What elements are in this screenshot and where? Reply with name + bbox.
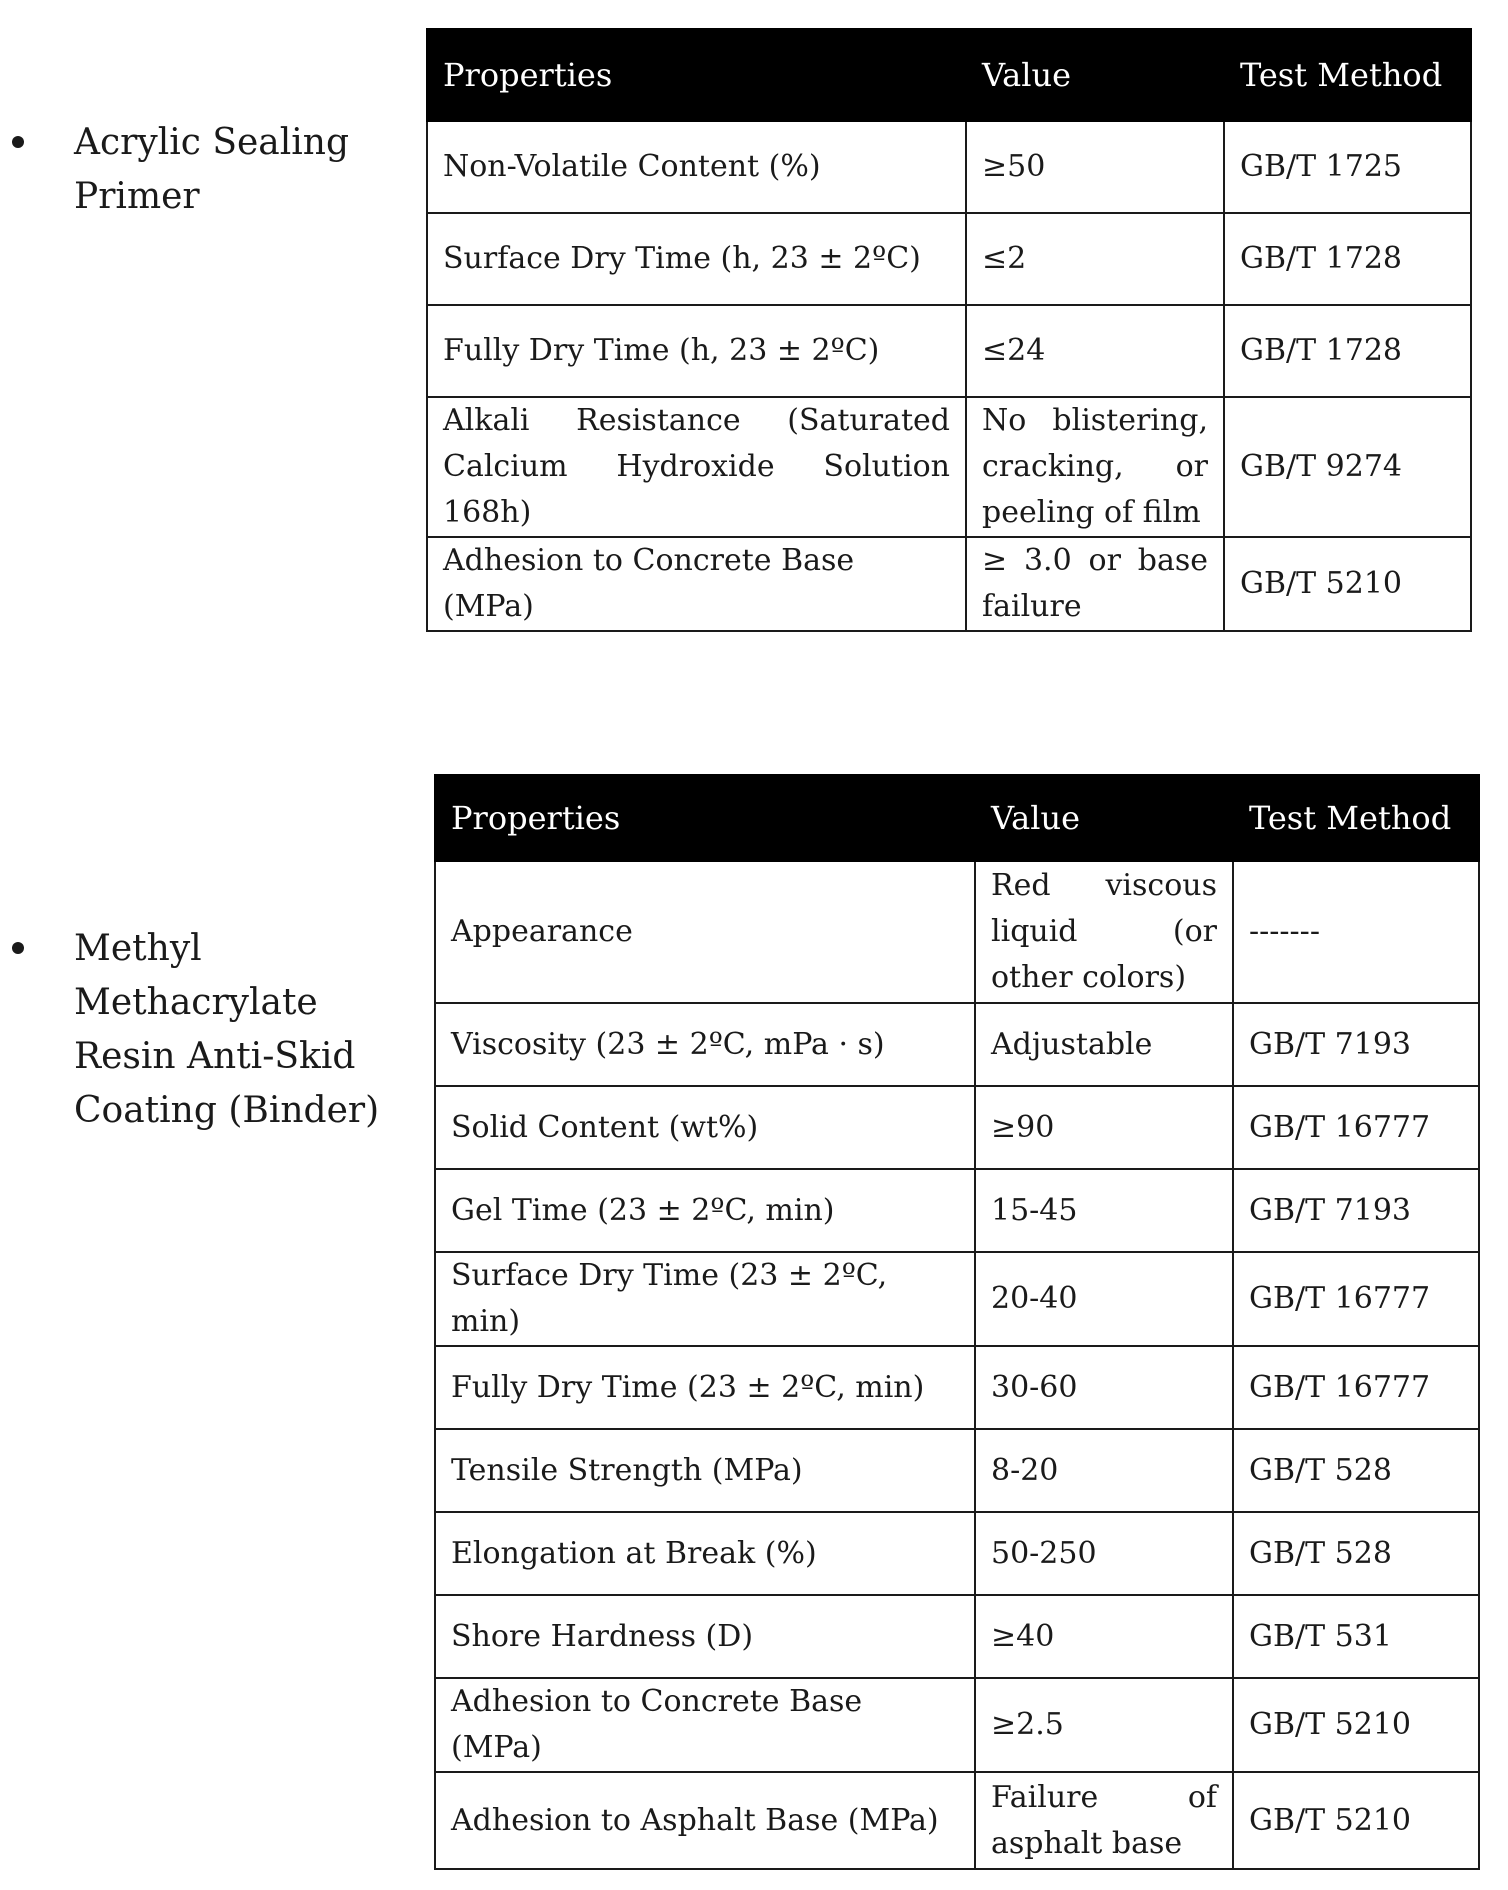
method-cell: ------- [1233, 861, 1479, 1003]
header-value: Value [975, 775, 1233, 861]
header-value: Value [966, 29, 1224, 121]
section1-bullet [12, 116, 374, 224]
method-cell: GB/T 528 [1233, 1512, 1479, 1595]
table-header-row [435, 775, 1479, 861]
value-cell: ≥50 [966, 121, 1224, 213]
table-row [435, 1678, 1479, 1772]
method-cell: GB/T 7193 [1233, 1169, 1479, 1252]
property-cell: Adhesion to Concrete Base (MPa) [427, 537, 966, 631]
value-cell: ≤24 [966, 305, 1224, 397]
value-cell: 15-45 [975, 1169, 1233, 1252]
method-cell: GB/T 1728 [1224, 305, 1471, 397]
property-cell: Gel Time (23 ± 2ºC, min) [435, 1169, 975, 1252]
value-cell: 8-20 [975, 1429, 1233, 1512]
table-row [435, 861, 1479, 1003]
table-row [435, 1512, 1479, 1595]
property-cell: Viscosity (23 ± 2ºC, mPa · s) [435, 1003, 975, 1086]
table-row [435, 1595, 1479, 1678]
table-row [427, 305, 1471, 397]
property-cell: Surface Dry Time (h, 23 ± 2ºC) [427, 213, 966, 305]
table-row [427, 537, 1471, 631]
section1-title: Acrylic Sealing Primer [74, 122, 350, 217]
header-test-method: Test Method [1224, 29, 1471, 121]
value-cell: ≥2.5 [975, 1678, 1233, 1772]
value-cell: Red viscous liquid (or other colors) [975, 861, 1233, 1003]
property-cell: Fully Dry Time (h, 23 ± 2ºC) [427, 305, 966, 397]
method-cell: GB/T 16777 [1233, 1086, 1479, 1169]
section2-table [434, 774, 1480, 1870]
method-cell: GB/T 5210 [1233, 1772, 1479, 1869]
table-row [435, 1086, 1479, 1169]
value-cell: Adjustable [975, 1003, 1233, 1086]
table-row [435, 1346, 1479, 1429]
table-row [427, 121, 1471, 213]
value-cell: No blistering, cracking, or peeling of film [966, 397, 1224, 537]
value-cell: Failure of asphalt base [975, 1772, 1233, 1869]
property-cell: Adhesion to Concrete Base (MPa) [435, 1678, 975, 1772]
method-cell: GB/T 9274 [1224, 397, 1471, 537]
section1-table [426, 28, 1472, 632]
table-header-row [427, 29, 1471, 121]
section2-bullet [12, 922, 424, 1138]
method-cell: GB/T 5210 [1224, 537, 1471, 631]
table-row [435, 1772, 1479, 1869]
property-cell: Shore Hardness (D) [435, 1595, 975, 1678]
method-cell: GB/T 528 [1233, 1429, 1479, 1512]
header-properties: Properties [427, 29, 966, 121]
table-row [435, 1003, 1479, 1086]
value-cell: 30-60 [975, 1346, 1233, 1429]
property-cell: Solid Content (wt%) [435, 1086, 975, 1169]
header-test-method: Test Method [1233, 775, 1479, 861]
property-cell: Non-Volatile Content (%) [427, 121, 966, 213]
header-properties: Properties [435, 775, 975, 861]
value-cell: ≥ 3.0 or base failure [966, 537, 1224, 631]
method-cell: GB/T 1728 [1224, 213, 1471, 305]
method-cell: GB/T 5210 [1233, 1678, 1479, 1772]
method-cell: GB/T 16777 [1233, 1252, 1479, 1346]
property-cell: Surface Dry Time (23 ± 2ºC, min) [435, 1252, 975, 1346]
table-row [427, 213, 1471, 305]
method-cell: GB/T 531 [1233, 1595, 1479, 1678]
method-cell: GB/T 1725 [1224, 121, 1471, 213]
table-row [435, 1429, 1479, 1512]
value-cell: 50-250 [975, 1512, 1233, 1595]
value-cell: 20-40 [975, 1252, 1233, 1346]
property-cell: Fully Dry Time (23 ± 2ºC, min) [435, 1346, 975, 1429]
property-cell: Adhesion to Asphalt Base (MPa) [435, 1772, 975, 1869]
property-cell: Elongation at Break (%) [435, 1512, 975, 1595]
table-row [435, 1252, 1479, 1346]
property-cell: Alkali Resistance (Saturated Calcium Hydroxide Solution 168h) [427, 397, 966, 537]
value-cell: ≥40 [975, 1595, 1233, 1678]
value-cell: ≤2 [966, 213, 1224, 305]
property-cell: Appearance [435, 861, 975, 1003]
bullet-icon [12, 942, 24, 954]
method-cell: GB/T 16777 [1233, 1346, 1479, 1429]
method-cell: GB/T 7193 [1233, 1003, 1479, 1086]
value-cell: ≥90 [975, 1086, 1233, 1169]
bullet-icon [12, 136, 24, 148]
property-cell: Tensile Strength (MPa) [435, 1429, 975, 1512]
table-row [435, 1169, 1479, 1252]
section2-title: Methyl Methacrylate Resin Anti-Skid Coating (Binder) [74, 928, 380, 1131]
table-row [427, 397, 1471, 537]
